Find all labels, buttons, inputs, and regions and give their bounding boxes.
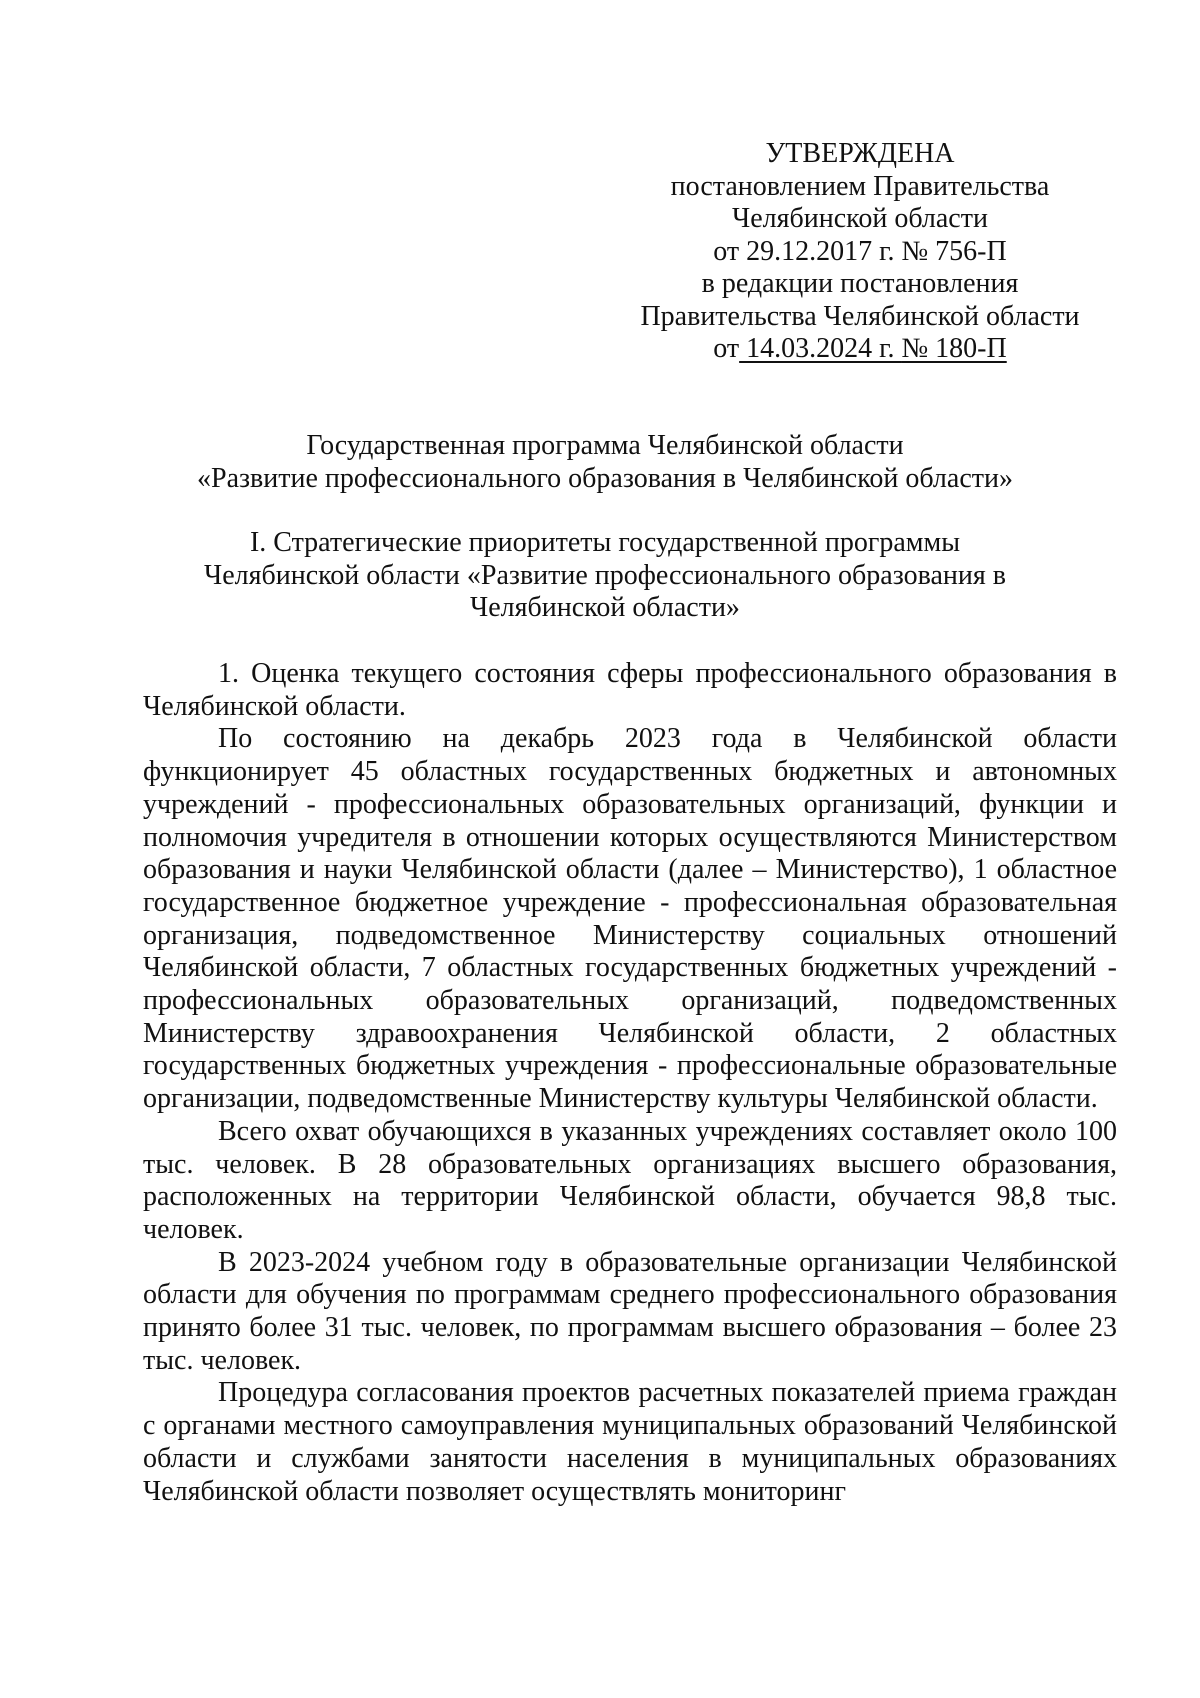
paragraph: По состоянию на декабрь 2023 года в Челябинской области функционирует 45 областных государственных бюджетных и автономных учреждений - профессиональных образовательных организаций, функции и полномочия учредителя в отношении которых осуществляются Министерством образования и науки Челябинской области (далее – Министерство), 1 областное государственное бюджетное учреждение - профессиональная образовательная организация, подведомственное Министерству социальных отношений Челябинской области, 7 областных государственных бюджетных учреждений - профессиональных образовательных организаций, подведомственных Министерству здравоохранения Челябинской области, 2 областных государственных бюджетных учреждения - профессиональные образовательные организации, подведомственные Министерству культуры Челябинской области. — [143, 723, 1117, 1115]
amendment-number: № 180-П — [901, 333, 1007, 364]
program-title — [150, 430, 1060, 495]
approval-decree-date: от 29.12.2017 г. № 756-П — [713, 235, 1007, 267]
section-title — [150, 527, 1060, 625]
paragraph: В 2023-2024 учебном году в образовательные организации Челябинской области для обучения по программам среднего профессионального образования принято более 31 тыс. человек, по программам высшего образования – более 23 тыс. человек. — [143, 1246, 1117, 1376]
program-title-line: «Развитие профессионального образования в Челябинской области» — [197, 462, 1013, 494]
paragraph: 1. Оценка текущего состояния сферы профессионального образования в Челябинской области. — [143, 658, 1117, 722]
body-text — [143, 658, 1117, 1508]
approval-line: в редакции постановления — [701, 268, 1019, 299]
approval-line: постановлением Правительства — [670, 170, 1050, 202]
approval-amendment-date — [590, 333, 1130, 366]
section-title-line: Челябинской области «Развитие профессионального образования в — [204, 559, 1006, 591]
paragraph: Всего охват обучающихся в указанных учреждениях составляет около 100 тыс. человек. В 28 образовательных организациях высшего образования, расположенных на территории Челябинской области, обучается 98,8 тыс. человек. — [143, 1115, 1117, 1245]
approval-stamp — [590, 138, 1130, 366]
amendment-date: 14.03.2024 г. — [739, 333, 902, 364]
section-title-line: Челябинской области» — [470, 592, 740, 623]
approval-line: Правительства Челябинской области — [640, 300, 1080, 332]
amendment-prefix: от — [713, 333, 740, 364]
approval-line: Челябинской области — [732, 203, 988, 234]
approval-heading: УТВЕРЖДЕНА — [765, 138, 955, 169]
program-title-line: Государственная программа Челябинской области — [306, 430, 904, 461]
paragraph: Процедура согласования проектов расчетных показателей приема граждан с органами местного самоуправления муниципальных образований Челябинской области и службами занятости населения в муниципальных образованиях Челябинской области позволяет осуществлять мониторинг — [143, 1377, 1117, 1507]
section-title-line: I. Стратегические приоритеты государственной программы — [249, 527, 961, 558]
